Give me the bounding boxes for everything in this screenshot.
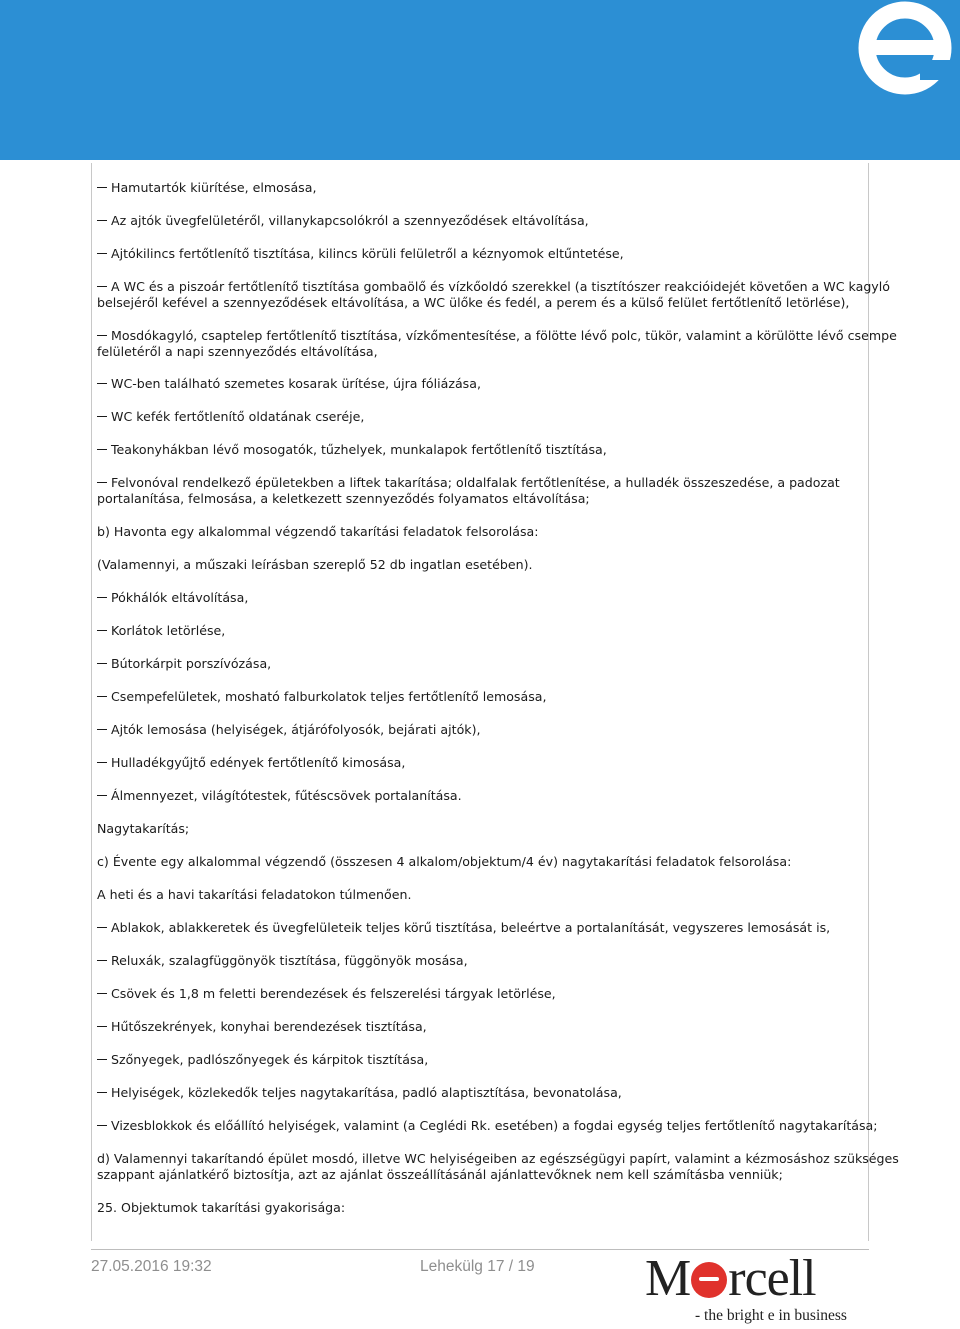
text-line: Az ajtók üvegfelületéről, villanykapcsolókról a szennyeződések eltávolítása,: [111, 213, 589, 228]
footer-page-number: Lehekülg 17 / 19: [420, 1258, 535, 1275]
dash-bullet-icon: [97, 187, 107, 188]
list-item: [97, 755, 865, 771]
text-line: Korlátok letörlése,: [111, 623, 226, 638]
dash-bullet-icon: [97, 383, 107, 384]
text-line: (Valamennyi, a műszaki leírásban szereplő 52 db ingatlan esetében).: [97, 557, 533, 572]
dash-bullet-icon: [97, 449, 107, 450]
text-line: Hulladékgyűjtő edények fertőtlenítő kimosása,: [111, 755, 406, 770]
text-line: Ablakok, ablakkeretek és üvegfelületeik teljes körű tisztítása, beleértve a portalanítását, vegyszeres lemosását is,: [111, 920, 831, 935]
logo-text-end: rcell: [728, 1250, 816, 1307]
text-line: Vizesblokkok és előállító helyiségek, valamint (a Ceglédi Rk. esetében) a fogdai egység teljes fertőtlenítő nagytakarítása;: [111, 1118, 878, 1133]
yearly-heading: [97, 854, 865, 870]
list-item: [97, 920, 865, 936]
list-item: [97, 279, 890, 310]
dash-bullet-icon: [97, 335, 107, 336]
section-25: [97, 1200, 865, 1216]
text-line: szappant ajánlatkérő biztosítja, azt az ajánlat összeállításánál ajánlattevőknek nem kell számításba venniük;: [97, 1166, 783, 1182]
dash-bullet-icon: [97, 630, 107, 631]
list-item: [97, 328, 897, 359]
yearly-note: [97, 887, 865, 903]
list-item: [97, 689, 865, 705]
list-item: [97, 475, 865, 506]
logo-e-icon: [691, 1262, 727, 1298]
dash-bullet-icon: [97, 795, 107, 796]
text-line: Ajtókilincs fertőtlenítő tisztítása, kilincs körüli felületről a kéznyomok eltűntetése,: [111, 246, 624, 261]
dash-bullet-icon: [97, 253, 107, 254]
dash-bullet-icon: [97, 482, 107, 483]
text-line: Ajtók lemosása (helyiségek, átjárófolyosók, bejárati ajtók),: [111, 722, 481, 737]
text-line: belsejéről kefével a szennyeződések eltávolítása, a WC ülőke és fedél, a perem és a külső felület fertőtlenítő letörlése),: [97, 294, 850, 310]
list-item: [97, 246, 865, 262]
text-line: A WC és a piszoár fertőtlenítő tisztítása gombaölő és vízkőoldó szerekkel (a tisztítószer reakcióidejét követően a WC kagyló: [111, 279, 890, 294]
list-item: [97, 656, 865, 672]
text-line: Nagytakarítás;: [97, 821, 190, 836]
header-band: [0, 0, 960, 160]
text-line: Csövek és 1,8 m feletti berendezések és felszerelési tárgyak letörlése,: [111, 986, 556, 1001]
text-line: portalanítása, felmosása, a keletkezett szennyeződés folyamatos eltávolítása;: [97, 490, 590, 506]
text-line: WC kefék fertőtlenítő oldatának cseréje,: [111, 409, 365, 424]
section-d: [97, 1151, 899, 1182]
text-line: b) Havonta egy alkalommal végzendő takarítási feladatok felsorolása:: [97, 524, 539, 539]
list-item: [97, 1052, 865, 1068]
logo-text-start: M: [645, 1250, 691, 1307]
dash-bullet-icon: [97, 220, 107, 221]
text-line: Teakonyhákban lévő mosogatók, tűzhelyek, munkalapok fertőtlenítő tisztítása,: [111, 442, 607, 457]
dash-bullet-icon: [97, 762, 107, 763]
dash-bullet-icon: [97, 597, 107, 598]
list-item: [97, 986, 865, 1002]
nagytakaritas: [97, 821, 865, 837]
text-line: Helyiségek, közlekedők teljes nagytakarítása, padló alaptisztítása, bevonatolása,: [111, 1085, 622, 1100]
text-line: c) Évente egy alkalommal végzendő (összesen 4 alkalom/objektum/4 év) nagytakarítási feladatok felsorolása:: [97, 854, 792, 869]
list-item: [97, 1019, 865, 1035]
text-line: A heti és a havi takarítási feladatokon túlmenően.: [97, 887, 412, 902]
dash-bullet-icon: [97, 1059, 107, 1060]
monthly-heading: [97, 524, 865, 540]
list-item: [97, 788, 865, 804]
dash-bullet-icon: [97, 993, 107, 994]
e-logo-icon: [0, 0, 960, 160]
list-item: [97, 409, 865, 425]
monthly-note: [97, 557, 865, 573]
text-line: WC-ben található szemetes kosarak ürítése, újra fóliázása,: [111, 376, 481, 391]
dash-bullet-icon: [97, 1125, 107, 1126]
text-line: Pókhálók eltávolítása,: [111, 590, 249, 605]
text-line: Álmennyezet, világítótestek, fűtéscsövek portalanítása.: [111, 788, 462, 803]
list-item: [97, 1085, 865, 1101]
text-line: Mosdókagyló, csaptelep fertőtlenítő tisztítása, vízkőmentesítése, a fölötte lévő polc, tükör, valamint a körülötte lévő csempe: [111, 328, 897, 343]
list-item: [97, 590, 865, 606]
text-line: 25. Objektumok takarítási gyakorisága:: [97, 1200, 346, 1215]
dash-bullet-icon: [97, 1026, 107, 1027]
text-line: Reluxák, szalagfüggönyök tisztítása, függönyök mosása,: [111, 953, 468, 968]
logo-wordmark: [645, 1250, 816, 1307]
list-item: [97, 376, 865, 392]
text-line: felületéről a napi szennyeződés eltávolítása,: [97, 343, 378, 359]
dash-bullet-icon: [97, 729, 107, 730]
list-item: [97, 180, 865, 196]
marcell-logo: [645, 1250, 870, 1329]
text-line: Csempefelületek, mosható falburkolatok teljes fertőtlenítő lemosása,: [111, 689, 547, 704]
text-line: Hűtőszekrények, konyhai berendezések tisztítása,: [111, 1019, 427, 1034]
text-line: Felvonóval rendelkező épületekben a liftek takarítása; oldalfalak fertőtlenítése, a hulladék összeszedése, a padozat: [111, 475, 840, 490]
dash-bullet-icon: [97, 416, 107, 417]
text-line: Bútorkárpit porszívózása,: [111, 656, 272, 671]
dash-bullet-icon: [97, 927, 107, 928]
dash-bullet-icon: [97, 696, 107, 697]
dash-bullet-icon: [97, 960, 107, 961]
list-item: [97, 442, 865, 458]
footer-datetime: 27.05.2016 19:32: [91, 1258, 212, 1275]
text-line: Hamutartók kiürítése, elmosása,: [111, 180, 317, 195]
list-item: [97, 623, 865, 639]
dash-bullet-icon: [97, 663, 107, 664]
list-item: [97, 1118, 878, 1134]
dash-bullet-icon: [97, 1092, 107, 1093]
logo-tagline: - the bright e in business: [695, 1307, 847, 1324]
dash-bullet-icon: [97, 286, 107, 287]
list-item: [97, 722, 865, 738]
list-item: [97, 953, 865, 969]
list-item: [97, 213, 865, 229]
text-line: d) Valamennyi takarítandó épület mosdó, illetve WC helyiségeiben az egészségügyi papírt, valamint a kézmosáshoz szükséges: [97, 1151, 899, 1166]
text-line: Szőnyegek, padlószőnyegek és kárpitok tisztítása,: [111, 1052, 429, 1067]
